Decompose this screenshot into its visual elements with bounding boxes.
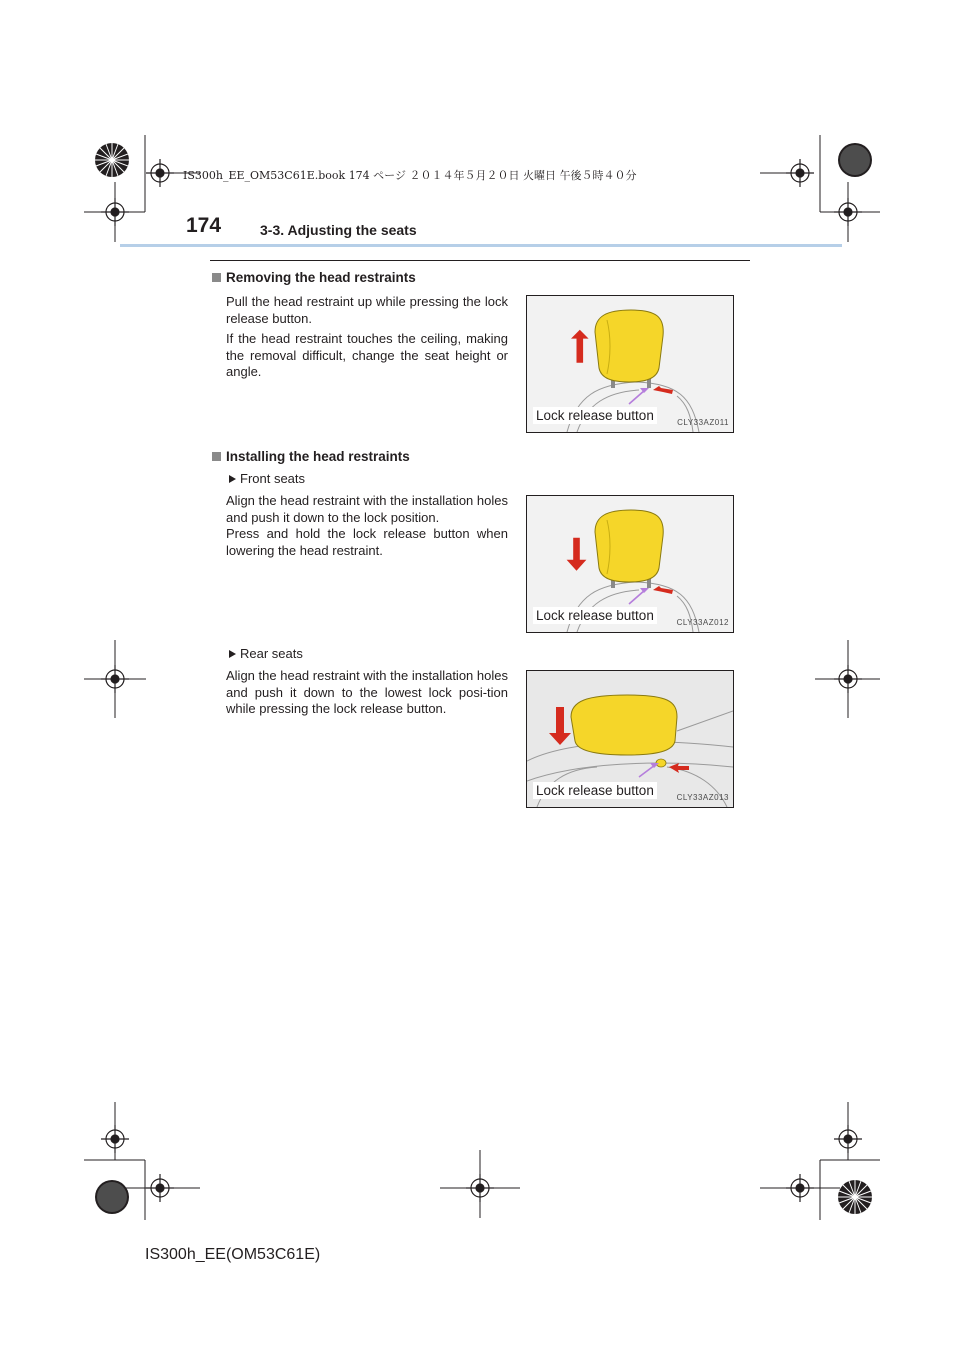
figure-code: CLY33AZ013 <box>676 793 729 802</box>
rear-seats-label: Rear seats <box>240 646 303 661</box>
figure-code: CLY33AZ011 <box>677 418 729 427</box>
section-title: 3-3. Adjusting the seats <box>260 222 417 238</box>
front-para-1: Align the head restraint with the installation holes and push it down to the lock position. <box>226 493 508 525</box>
heading-installing-text: Installing the head restraints <box>226 449 410 464</box>
figure-label: Lock release button <box>533 607 657 624</box>
page-number: 174 <box>186 214 222 237</box>
heading-installing <box>212 449 410 464</box>
figure-rear-seats <box>526 670 734 808</box>
figure-label: Lock release button <box>533 407 657 424</box>
triangle-bullet-icon <box>229 475 236 483</box>
footer-model-code: IS300h_EE(OM53C61E) <box>145 1246 321 1263</box>
content-rule <box>210 260 750 261</box>
figure-front-seats <box>526 495 734 633</box>
subheading-rear-seats <box>229 646 303 661</box>
front-para-2: Press and hold the lock release button when lowering the head restraint. <box>226 526 508 558</box>
figure-removing <box>526 295 734 433</box>
heading-removing <box>212 270 416 285</box>
rear-para-1: Align the head restraint with the installation holes and push it down to the lowest lock posi-tion while pressing the lock release button. <box>226 668 508 716</box>
removing-para-1: Pull the head restraint up while pressing the lock release button. <box>226 294 508 326</box>
front-seats-label: Front seats <box>240 471 306 486</box>
figure-label: Lock release button <box>533 782 657 799</box>
figure-code: CLY33AZ012 <box>676 618 729 627</box>
triangle-bullet-icon <box>229 650 236 658</box>
removing-para-2: If the head restraint touches the ceiling, making the removal difficult, change the seat height or angle. <box>226 331 508 379</box>
header-rule <box>120 244 842 247</box>
square-bullet-icon <box>212 452 221 461</box>
heading-removing-text: Removing the head restraints <box>226 270 416 285</box>
subheading-front-seats <box>229 471 305 486</box>
print-info-line: IS300h_EE_OM53C61E.book 174 ページ ２０１４年５月２０日 火曜日 午後５時４０分 <box>183 169 637 182</box>
square-bullet-icon <box>212 273 221 282</box>
